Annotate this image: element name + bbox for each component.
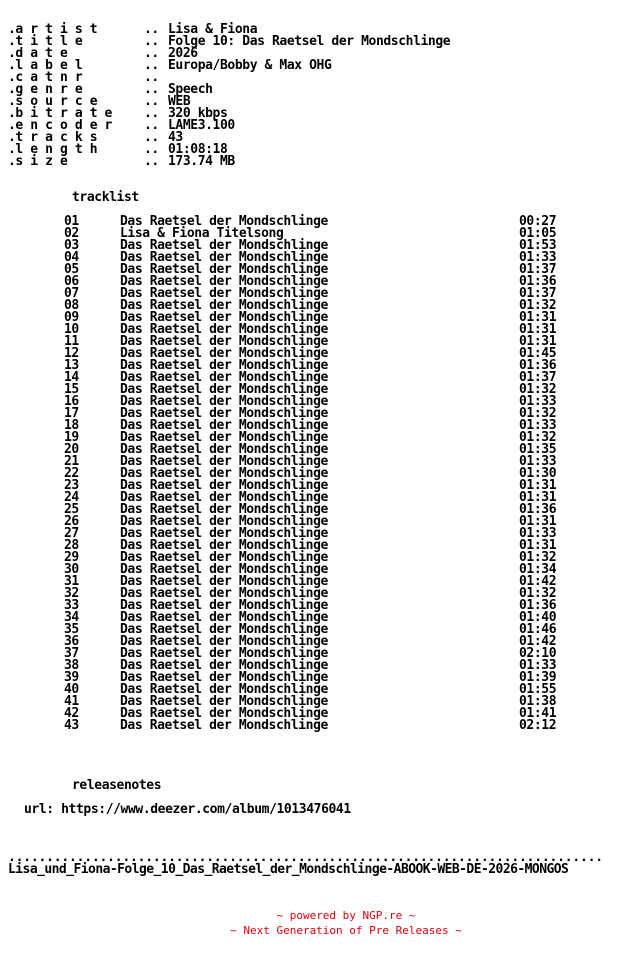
track-number: 18 — [64, 418, 79, 433]
track-title: Das Raetsel der Mondschlinge — [120, 526, 328, 541]
track-duration: 01:32 — [519, 382, 557, 397]
track-title: Das Raetsel der Mondschlinge — [120, 358, 328, 373]
track-number: 33 — [64, 598, 79, 613]
meta-key: .a r t i s t — [8, 22, 98, 37]
track-title: Das Raetsel der Mondschlinge — [120, 598, 328, 613]
track-title: Das Raetsel der Mondschlinge — [120, 706, 328, 721]
track-duration: 01:31 — [519, 334, 557, 349]
track-duration: 01:32 — [519, 430, 557, 445]
track-title: Das Raetsel der Mondschlinge — [120, 658, 328, 673]
track-duration: 01:35 — [519, 442, 557, 457]
track-number: 23 — [64, 478, 79, 493]
meta-separator: .. — [144, 34, 159, 49]
track-title: Das Raetsel der Mondschlinge — [120, 442, 328, 457]
meta-value: 01:08:18 — [168, 142, 228, 157]
track-title: Das Raetsel der Mondschlinge — [120, 418, 328, 433]
track-duration: 01:42 — [519, 634, 557, 649]
track-title: Das Raetsel der Mondschlinge — [120, 382, 328, 397]
track-number: 09 — [64, 310, 79, 325]
track-duration: 01:46 — [519, 622, 557, 637]
track-duration: 01:33 — [519, 250, 557, 265]
meta-separator: .. — [144, 94, 159, 109]
track-number: 04 — [64, 250, 79, 265]
track-duration: 01:32 — [519, 550, 557, 565]
track-duration: 01:55 — [519, 682, 557, 697]
track-title: Das Raetsel der Mondschlinge — [120, 514, 328, 529]
meta-separator: .. — [144, 142, 159, 157]
meta-key: .s o u r c e — [8, 94, 98, 109]
track-number: 12 — [64, 346, 79, 361]
track-number: 30 — [64, 562, 79, 577]
track-number: 43 — [64, 718, 79, 733]
meta-value: 320 kbps — [168, 106, 228, 121]
footer-tagline: ~ Next Generation of Pre Releases ~ — [230, 924, 462, 937]
meta-value: Folge 10: Das Raetsel der Mondschlinge — [168, 34, 451, 49]
track-duration: 01:36 — [519, 502, 557, 517]
track-duration: 01:42 — [519, 574, 557, 589]
track-duration: 01:36 — [519, 358, 557, 373]
track-number: 40 — [64, 682, 79, 697]
track-title: Das Raetsel der Mondschlinge — [120, 538, 328, 553]
meta-value: 173.74 MB — [168, 154, 235, 169]
track-number: 11 — [64, 334, 79, 349]
track-number: 08 — [64, 298, 79, 313]
track-title: Das Raetsel der Mondschlinge — [120, 670, 328, 685]
track-title: Das Raetsel der Mondschlinge — [120, 550, 328, 565]
meta-value: Europa/Bobby & Max OHG — [168, 58, 332, 73]
track-number: 19 — [64, 430, 79, 445]
track-duration: 02:10 — [519, 646, 557, 661]
track-number: 15 — [64, 382, 79, 397]
track-number: 34 — [64, 610, 79, 625]
track-title: Das Raetsel der Mondschlinge — [120, 310, 328, 325]
track-title: Das Raetsel der Mondschlinge — [120, 394, 328, 409]
meta-key: .g e n r e — [8, 82, 83, 97]
track-title: Das Raetsel der Mondschlinge — [120, 298, 328, 313]
dotted-divider: .............................................................................. — [8, 850, 603, 865]
track-duration: 01:37 — [519, 286, 557, 301]
track-number: 06 — [64, 274, 79, 289]
track-title: Das Raetsel der Mondschlinge — [120, 718, 328, 733]
track-duration: 01:31 — [519, 538, 557, 553]
track-number: 28 — [64, 538, 79, 553]
meta-key: .d a t e — [8, 46, 68, 61]
meta-key: .l e n g t h — [8, 142, 98, 157]
meta-separator: .. — [144, 118, 159, 133]
meta-key: .t i t l e — [8, 34, 83, 49]
track-duration: 01:36 — [519, 598, 557, 613]
track-duration: 01:37 — [519, 370, 557, 385]
track-number: 25 — [64, 502, 79, 517]
track-duration: 02:12 — [519, 718, 557, 733]
track-duration: 01:45 — [519, 346, 557, 361]
track-duration: 01:37 — [519, 262, 557, 277]
track-number: 35 — [64, 622, 79, 637]
track-number: 02 — [64, 226, 79, 241]
track-title: Das Raetsel der Mondschlinge — [120, 370, 328, 385]
track-title: Das Raetsel der Mondschlinge — [120, 346, 328, 361]
track-duration: 01:31 — [519, 514, 557, 529]
track-title: Das Raetsel der Mondschlinge — [120, 214, 328, 229]
track-number: 41 — [64, 694, 79, 709]
meta-key: .l a b e l — [8, 58, 83, 73]
track-number: 36 — [64, 634, 79, 649]
track-number: 05 — [64, 262, 79, 277]
track-title: Das Raetsel der Mondschlinge — [120, 634, 328, 649]
meta-separator: .. — [144, 46, 159, 61]
track-number: 39 — [64, 670, 79, 685]
track-number: 21 — [64, 454, 79, 469]
meta-key: .t r a c k s — [8, 130, 98, 145]
track-title: Das Raetsel der Mondschlinge — [120, 574, 328, 589]
track-title: Das Raetsel der Mondschlinge — [120, 478, 328, 493]
track-title: Das Raetsel der Mondschlinge — [120, 694, 328, 709]
track-title: Das Raetsel der Mondschlinge — [120, 238, 328, 253]
track-duration: 01:33 — [519, 658, 557, 673]
track-title: Das Raetsel der Mondschlinge — [120, 250, 328, 265]
meta-key: .c a t n r — [8, 70, 83, 85]
meta-separator: .. — [144, 106, 159, 121]
meta-separator: .. — [144, 58, 159, 73]
track-duration: 01:39 — [519, 670, 557, 685]
meta-separator: .. — [144, 22, 159, 37]
tracklist-heading: tracklist — [72, 190, 139, 205]
track-duration: 01:32 — [519, 298, 557, 313]
track-number: 26 — [64, 514, 79, 529]
track-title: Das Raetsel der Mondschlinge — [120, 490, 328, 505]
meta-separator: .. — [144, 154, 159, 169]
releasenotes-heading: releasenotes — [72, 778, 162, 793]
track-title: Das Raetsel der Mondschlinge — [120, 646, 328, 661]
footer-powered-by: ~ powered by NGP.re ~ — [276, 909, 416, 922]
track-title: Das Raetsel der Mondschlinge — [120, 322, 328, 337]
track-duration: 01:40 — [519, 610, 557, 625]
track-title: Das Raetsel der Mondschlinge — [120, 406, 328, 421]
track-duration: 01:33 — [519, 454, 557, 469]
track-title: Das Raetsel der Mondschlinge — [120, 286, 328, 301]
track-number: 24 — [64, 490, 79, 505]
track-duration: 01:33 — [519, 418, 557, 433]
track-number: 29 — [64, 550, 79, 565]
track-duration: 01:36 — [519, 274, 557, 289]
meta-key: .b i t r a t e — [8, 106, 112, 121]
meta-value: Lisa & Fiona — [168, 22, 258, 37]
track-number: 38 — [64, 658, 79, 673]
track-title: Das Raetsel der Mondschlinge — [120, 502, 328, 517]
meta-separator: .. — [144, 70, 159, 85]
track-number: 13 — [64, 358, 79, 373]
track-number: 01 — [64, 214, 79, 229]
track-title: Das Raetsel der Mondschlinge — [120, 622, 328, 637]
track-number: 07 — [64, 286, 79, 301]
track-duration: 01:53 — [519, 238, 557, 253]
track-title: Das Raetsel der Mondschlinge — [120, 274, 328, 289]
track-duration: 01:05 — [519, 226, 557, 241]
meta-separator: .. — [144, 82, 159, 97]
track-duration: 01:38 — [519, 694, 557, 709]
meta-value: WEB — [168, 94, 191, 109]
track-duration: 01:31 — [519, 322, 557, 337]
track-duration: 01:32 — [519, 586, 557, 601]
track-number: 27 — [64, 526, 79, 541]
meta-value: 43 — [168, 130, 183, 145]
track-duration: 01:34 — [519, 562, 557, 577]
track-number: 32 — [64, 586, 79, 601]
track-duration: 00:27 — [519, 214, 557, 229]
track-duration: 01:32 — [519, 406, 557, 421]
meta-key: .s i z e — [8, 154, 68, 169]
track-duration: 01:31 — [519, 478, 557, 493]
track-title: Lisa & Fiona Titelsong — [120, 226, 284, 241]
track-title: Das Raetsel der Mondschlinge — [120, 262, 328, 277]
meta-value: 2026 — [168, 46, 198, 61]
meta-value: LAME3.100 — [168, 118, 235, 133]
track-title: Das Raetsel der Mondschlinge — [120, 334, 328, 349]
track-number: 22 — [64, 466, 79, 481]
album-url: url: https://www.deezer.com/album/1013476041 — [24, 802, 351, 817]
track-title: Das Raetsel der Mondschlinge — [120, 586, 328, 601]
track-number: 03 — [64, 238, 79, 253]
track-number: 10 — [64, 322, 79, 337]
track-number: 31 — [64, 574, 79, 589]
track-number: 42 — [64, 706, 79, 721]
meta-key: .e n c o d e r — [8, 118, 112, 133]
track-number: 37 — [64, 646, 79, 661]
track-title: Das Raetsel der Mondschlinge — [120, 430, 328, 445]
meta-value: Speech — [168, 82, 213, 97]
release-name: Lisa_und_Fiona-Folge_10_Das_Raetsel_der_Mondschlinge-ABOOK-WEB-DE-2026-MONGOS — [8, 862, 569, 877]
track-title: Das Raetsel der Mondschlinge — [120, 610, 328, 625]
track-title: Das Raetsel der Mondschlinge — [120, 454, 328, 469]
track-title: Das Raetsel der Mondschlinge — [120, 562, 328, 577]
meta-separator: .. — [144, 130, 159, 145]
track-duration: 01:31 — [519, 490, 557, 505]
track-duration: 01:31 — [519, 310, 557, 325]
track-duration: 01:33 — [519, 526, 557, 541]
track-number: 16 — [64, 394, 79, 409]
track-number: 20 — [64, 442, 79, 457]
track-number: 17 — [64, 406, 79, 421]
track-duration: 01:30 — [519, 466, 557, 481]
track-title: Das Raetsel der Mondschlinge — [120, 466, 328, 481]
track-title: Das Raetsel der Mondschlinge — [120, 682, 328, 697]
track-duration: 01:41 — [519, 706, 557, 721]
track-number: 14 — [64, 370, 79, 385]
track-duration: 01:33 — [519, 394, 557, 409]
